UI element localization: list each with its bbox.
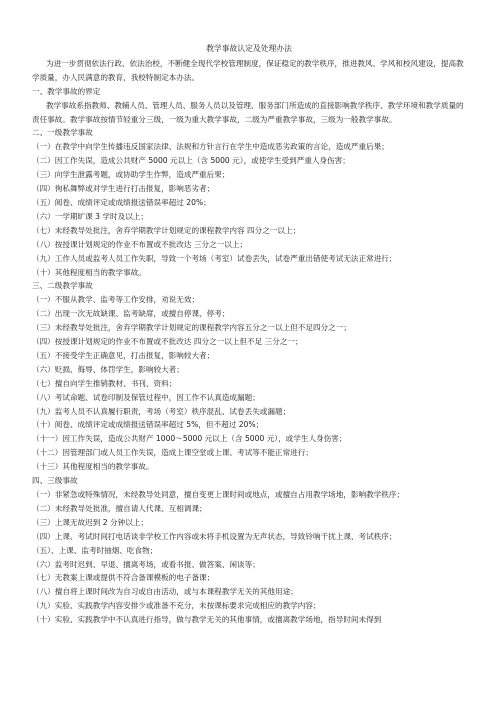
list-item: （十三）其他程度相当的教学事故。	[32, 462, 154, 472]
list-item: （四）徇私舞弊或对学生进行打击报复，影响恶劣者；	[32, 184, 215, 194]
list-item: （一）非紧急或特殊情况，未经教导处同意，擅自变更上课时间或地点，或擅自占用教学场地，影响教学秩序；	[32, 490, 405, 499]
list-item: （二）出现一次无故缺课、监考缺席，或擅自停课、停考；	[32, 309, 230, 319]
list-item: （八）考试命题、试卷印制及保管过程中，因工作不认真造成漏题；	[32, 392, 260, 402]
list-item: （二）因工作失误，造成公共财产 5000 元以上（含 5000 元），或使学生受到严重人身伤害；	[32, 156, 350, 166]
list-item: （五）不接受学生正确意见，打击报复，影响较大者；	[32, 350, 215, 360]
section-2-list	[32, 140, 466, 279]
list-item: （五）、上课、监考时抽烟、吃食物；	[32, 545, 158, 555]
list-item: （七）未经教导处批注，舍弃学期教学计划规定的课程教学内容 四分之一以上；	[32, 225, 301, 235]
section-4-list	[32, 488, 466, 627]
list-item: （七）无教案上课或提供不符合备课模板的电子备课；	[32, 573, 215, 583]
list-item: （十）其他程度相当的教学事故。	[32, 267, 146, 277]
section-4-heading: 四、三级事故	[32, 476, 78, 486]
document-title: 教学事故认定及处理办法	[206, 44, 292, 53]
list-item: （三）未经教导处批注，舍弃学期教学计划规定的课程教学内容五分之一以上但不足四分之一；	[32, 323, 351, 333]
section-1-heading: 一、教学事故的界定	[32, 86, 101, 96]
list-item: （八）按授课计划规定的作业不布置或不批改达 三分之一以上；	[32, 239, 248, 249]
list-item: （三）上课无故迟到 2 分钟以上；	[32, 517, 148, 527]
list-item: （九）工作人员或监考人员工作失职，导致一个考场（考室）试卷丢失，试卷严重出错使考试无法正常进行；	[32, 253, 397, 263]
section-3-list	[32, 293, 466, 474]
list-item: （十）阅卷、成绩评定或成绩报送错误率超过 5%，但不超过 20%；	[32, 420, 264, 430]
list-item: （一）不服从教学、监考等工作安排，劝说无效；	[32, 295, 200, 305]
section-3-heading: 三、二级教学事故	[32, 281, 93, 291]
list-item: （四）按授课计划规定的作业不布置或不批改达 四分之一以上但不足 三分之一；	[32, 337, 303, 347]
list-item: （九）实验、实践教学内容安排少或准备不充分，未按课标要求完成相应的教学内容；	[32, 601, 321, 611]
list-item: （七）擅自向学生推销教材、书刊、资料；	[32, 378, 177, 388]
list-item: （八）擅自将上课时间改为自习或自由活动，或与本课程教学无关的其他用途；	[32, 587, 298, 597]
list-item: （六）贬损、侮辱、体罚学生，影响较大者；	[32, 364, 184, 374]
list-item: （九）监考人员不认真履行职责，考场（考室）秩序混乱、试卷丢失或漏题；	[32, 406, 291, 416]
list-item: （六）监考时迟到、早退、擅离考场，或看书报、做答案、闲谈等；	[32, 559, 260, 569]
list-item: （三）向学生泄露考题，或协助学生作弊，造成严重后果；	[32, 170, 230, 180]
list-item: （十）实验、实践教学中不认真进行指导，做与教学无关的其他事情，或擅离教学场地，指导时间未得到	[32, 615, 382, 625]
section-1-body: 教学事故系指教师、教辅人员、管理人员、服务人员以及管理、服务部门所造成的直接影响教学秩序、教学环境和教学质量的责任事故。教学事故按情节轻重分三级，一级为重大教学事故，二级为严重教学事故，三级为一般教学事故。	[32, 100, 464, 124]
list-item: （十二）因管理部门或人员工作失误，造成上课空堂或上课、考试等不能正常进行；	[32, 448, 313, 458]
list-item: （二）未经教导处批准，擅自请人代课、互相调课；	[32, 503, 207, 513]
section-2-heading: 二、一级教学事故	[32, 128, 93, 138]
list-item: （五）阅卷、成绩评定或成绩报送错误率超过 20%；	[32, 197, 211, 207]
list-item: （十一）因工作失误，造成公共财产 1000～5000 元以上（含 5000 元），或学生人身伤害；	[32, 434, 347, 444]
list-item: （六）一学期旷课 3 学时及以上；	[32, 211, 148, 221]
list-item: （四）上课、考试时间打电话谈非学校工作内容或未将手机设置为无声状态，导致铃响干扰上课、考试秩序；	[32, 531, 397, 541]
intro-paragraph: 为进一步贯彻依法行政、依法治校，不断健全现代学校管理制度，保证稳定的教学秩序，推进教风、学风和校风建设，提高教学质量，办人民满意的教育，我校特制定本办法。	[32, 58, 464, 82]
list-item: （一）在教学中向学生传播违反国家法律、法规和方针言行在学生中造成恶劣政策的言论，造成严重后果；	[32, 142, 389, 152]
